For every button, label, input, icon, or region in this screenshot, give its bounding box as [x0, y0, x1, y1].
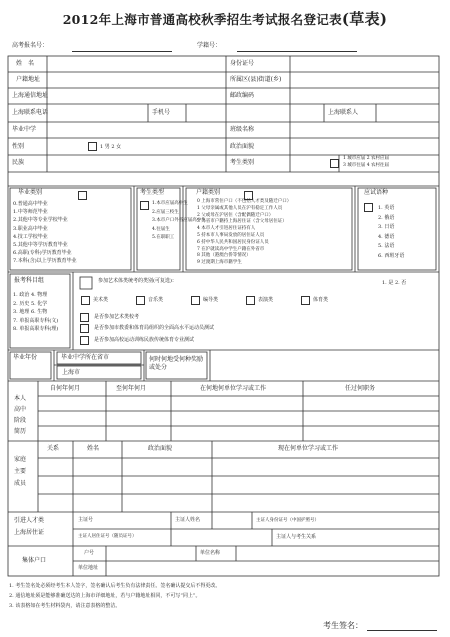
family-label-char: 主要: [14, 468, 27, 475]
talent-label-2: 上海居住证: [14, 529, 45, 536]
huji-item: 9 过渡期上海市籍学生: [197, 260, 242, 266]
subject-title: 报考科目组: [14, 277, 45, 284]
huji-item: 8 其他（港澳台侨等情况）: [197, 253, 251, 259]
unit-name-label: 单位名称: [200, 550, 221, 556]
grad-category-item: 3.职业高中毕业: [13, 225, 48, 232]
main-id-label: 主证人身份证号（中国护照号）: [256, 518, 319, 523]
unit-addr-label: 单位地址: [78, 565, 99, 571]
grad-city-value: 上海市: [62, 369, 81, 376]
title-main: 2012年上海市普通高校秋季招生考试报名登记表: [62, 12, 342, 27]
grad-school-label: 毕业中学: [12, 126, 37, 133]
family-header-name: 姓名: [87, 445, 100, 452]
resume-label-char: 简历: [14, 428, 27, 435]
family-label-char: 成员: [14, 480, 27, 487]
art-option-checkbox[interactable]: [81, 296, 90, 305]
politics-label: 政治面貌: [230, 143, 255, 150]
note-item: 3. 该表格如在考生材料袋内，请注意表格的整洁。: [9, 603, 121, 609]
resume-label-char: 本人: [14, 395, 27, 402]
lang-checkbox[interactable]: [364, 203, 373, 212]
exam-type-checkbox[interactable]: [330, 159, 339, 168]
yes-no-legend: 1. 是 2. 否: [382, 280, 407, 286]
resume-label-char: 阶段: [14, 417, 27, 424]
art-option-label: 音乐类: [148, 297, 164, 303]
sub-cert-label: 主证人居住证号（随员证号）: [78, 534, 137, 539]
gender-options: 1 男 2 女: [100, 144, 122, 150]
type-title: 考生类型: [140, 189, 165, 196]
type-item: 3.本市户口外省应届高中生: [152, 218, 206, 223]
signature-label: 考生签名：: [323, 621, 363, 630]
type-checkbox[interactable]: [140, 201, 149, 210]
talent-label-1: 引进人才类: [14, 517, 45, 524]
sports-label: 是否参加市教委和体育局组织的全面高水平运动员测试: [94, 325, 215, 331]
subject-item: 7. 单报高职专科(文): [13, 317, 59, 324]
subject-item: 1. 政治 4. 物理: [13, 292, 48, 298]
school-exam-label: 是否参加艺术类校考: [94, 314, 140, 320]
huji-item: 6 持中华人民共和国居民身份证人员: [197, 239, 269, 245]
ethnic-label: 民族: [12, 159, 25, 166]
huji-item: 7 在沪就读高中学生户籍在外省市: [197, 246, 265, 252]
art-option-checkbox[interactable]: [301, 296, 310, 305]
grad-category-item: 6.高职(专科)学历教育毕业: [13, 250, 72, 257]
lang-item: 5. 法语: [378, 243, 395, 249]
exam-type-label: 考生类别: [230, 159, 255, 166]
art-option-checkbox[interactable]: [191, 296, 200, 305]
exam-no-label: 高考报名号：: [12, 42, 49, 49]
art-option-label: 表演类: [258, 297, 274, 303]
school-no-label: 学籍号：: [197, 42, 222, 49]
art-option-label: 编导类: [203, 297, 219, 303]
postcode-label: 邮政编码: [230, 92, 255, 99]
relation-label: 主证人与考生关系: [276, 534, 317, 540]
family-header-relation: 关系: [47, 445, 60, 452]
district-label: 所属区(县)街道(乡): [230, 76, 282, 83]
art-option-label: 体育类: [313, 297, 329, 303]
lang-item: 6. 西班牙语: [378, 252, 405, 259]
resume-header-from: 自何年何月: [50, 385, 81, 392]
id-label: 身份证号: [230, 60, 255, 67]
main-name-label: 主证人姓名: [175, 517, 201, 523]
title-draft: (草表): [341, 10, 388, 28]
huji-item: 4 本市人才引进居住证持有人: [197, 226, 256, 232]
mobile-label: 手机号: [152, 109, 171, 116]
huji-item: 3 外省市户籍持上海居住证（含父母居住证）: [197, 219, 287, 225]
family-label-char: 家庭: [14, 456, 27, 463]
type-item: 5.在职职工: [152, 235, 175, 240]
grad-category-item: 1.中等师范毕业: [13, 209, 48, 216]
phone-label: 上海联系电话: [12, 109, 49, 116]
gender-checkbox[interactable]: [88, 142, 97, 151]
awards-label: 何时何地受何种奖励或处分: [149, 356, 204, 371]
mail-label: 上海通信地址: [12, 92, 49, 99]
cert-no-label: 主证号: [78, 517, 94, 523]
resume-header-place: 在何地何单位学习或工作: [200, 385, 267, 392]
sports-checkbox[interactable]: [80, 324, 89, 333]
grad-prov-label: 毕业中学所在省市: [61, 354, 110, 361]
resume-label-char: 高中: [14, 406, 27, 413]
family-header-politics: 政治面貌: [148, 445, 173, 452]
type-item: 4.往届生: [152, 226, 170, 232]
tradition-checkbox[interactable]: [80, 336, 89, 345]
name-label: 姓 名: [16, 60, 35, 67]
exam-type-opts-1: 1 城市应届 2 农村应届: [343, 156, 390, 161]
gender-label: 性别: [12, 143, 25, 150]
grad-category-title: 毕业类别: [18, 189, 43, 196]
huji-item: 0 上海市常住户口（不包括人才类及随迁户口）: [197, 199, 292, 204]
lang-title: 应试语种: [364, 189, 389, 196]
type-item: 1.本市应届高中生: [152, 201, 188, 206]
grad-category-checkbox[interactable]: [78, 191, 87, 200]
contact-label: 上海联系人: [328, 109, 359, 116]
note-item: 2. 通信地址须是能够准确送达的上海市详细地址，若与户籍地址相同，不可写“同上”。: [9, 593, 201, 599]
grad-category-item: 0.普通高中毕业: [13, 201, 48, 207]
household-label: 户籍地址: [16, 76, 41, 83]
signature-line[interactable]: [367, 630, 437, 631]
exam-type-opts-2: 3 城市往届 4 农村往届: [343, 163, 390, 168]
family-header-work: 现在何单位学习或工作: [278, 445, 339, 452]
subject-item: 3. 地理 6. 生物: [13, 309, 48, 316]
art-option-checkbox[interactable]: [246, 296, 255, 305]
lang-item: 3. 日语: [378, 224, 395, 230]
grad-category-item: 7.本科(含)以上学历教育毕业: [13, 258, 77, 265]
huji-item: 1 父母亲属或其他人员在沪有稳定工作人员: [197, 205, 283, 211]
subject-item: 2. 历史 5. 化学: [13, 300, 48, 307]
lang-item: 4. 德语: [378, 233, 395, 240]
class-label: 班级名称: [230, 126, 255, 133]
hukou-label: 户号: [84, 550, 95, 556]
huji-title: 户籍类别: [196, 189, 221, 196]
grad-year-label: 毕业年份: [13, 354, 38, 361]
note-item: 1. 考生签名处必须经考生本人签字，签名确认后考生负有法律责任。签名确认提交后不得更改。: [9, 583, 221, 589]
subject-item: 8. 单报高职专科(理): [13, 326, 59, 333]
school-exam-checkbox[interactable]: [80, 313, 89, 322]
resume-header-to: 至何年何月: [116, 385, 147, 392]
type-item: 2.应届三校生: [152, 209, 179, 215]
lang-item: 2. 俄语: [378, 214, 395, 221]
lang-item: 1. 英语: [378, 205, 395, 211]
art-option-checkbox[interactable]: [136, 296, 145, 305]
grad-category-item: 4.技工学校毕业: [13, 233, 48, 240]
grad-category-item: 2.其他中等专业学校毕业: [13, 217, 68, 224]
huji-item: 5 持本市人事局发放的居住证人员: [197, 233, 265, 238]
grad-category-item: 5.其他中等学历教育毕业: [13, 242, 68, 248]
art-question: 参加艺术体类统考的类别(可复选)：: [98, 278, 177, 284]
art-option-label: 美术类: [93, 297, 109, 303]
resume-header-post: 任过何职务: [345, 385, 376, 392]
huji-item: 2 父或母在沪居住（含配偶随迁户口）: [197, 212, 274, 218]
tradition-label: 是否参加高校运动训练民族传统体育专业测试: [94, 337, 195, 343]
collective-label: 集体户口: [22, 557, 47, 564]
